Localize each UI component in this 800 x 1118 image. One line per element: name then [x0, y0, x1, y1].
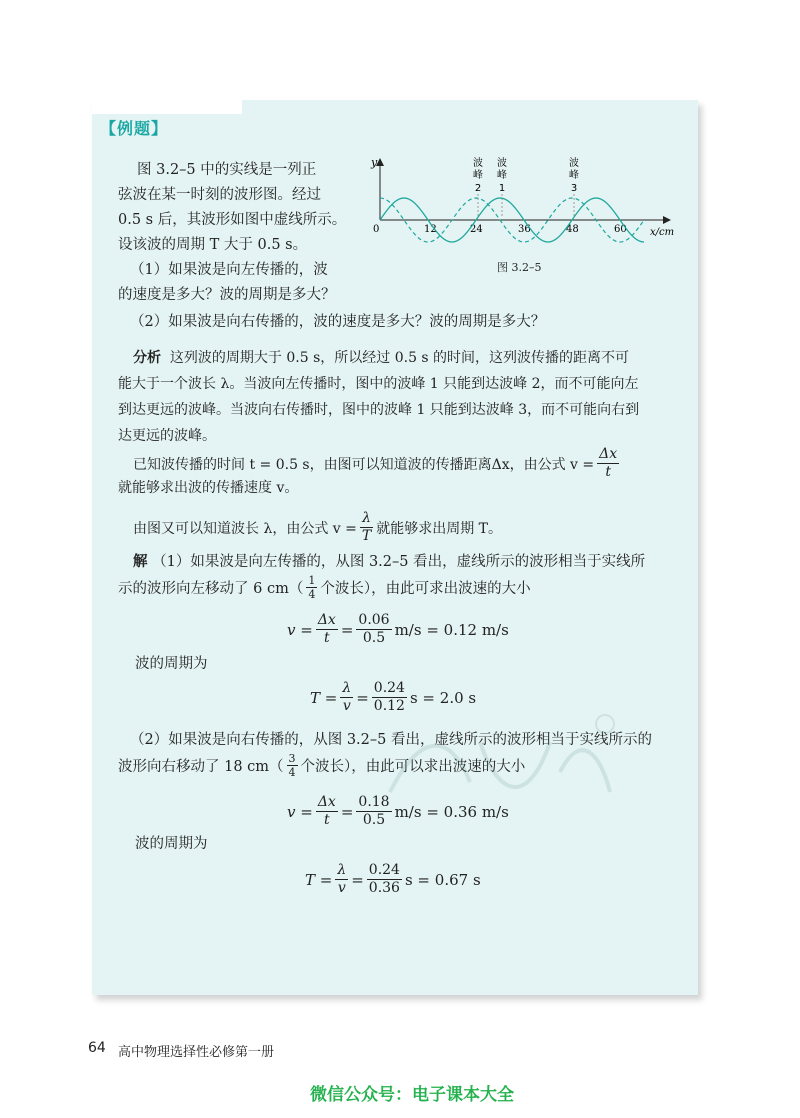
fraction-denominator: 4: [308, 588, 316, 601]
formula-frac-2: [356, 612, 391, 647]
formula-velocity-left: [287, 612, 509, 647]
fraction-numerator: λ: [362, 510, 371, 526]
fraction-denominator: t: [324, 812, 330, 828]
tick-label: 12: [424, 224, 437, 235]
tick-label: 24: [470, 224, 483, 235]
formula-lhs: T =: [310, 688, 338, 707]
peak-1-label: 波: [497, 158, 507, 169]
peak-2-number: 2: [474, 183, 482, 194]
formula-lhs: v =: [287, 802, 313, 821]
fraction-denominator: t: [605, 464, 611, 480]
fraction-numerator: 3: [288, 752, 296, 765]
fraction-numerator: 0.24: [373, 680, 405, 696]
example-tag: 【例题】: [100, 119, 169, 138]
solution-line-2-pre: 示的波形向左移动了 6 cm（: [118, 581, 304, 597]
formula-frac-1: [335, 862, 348, 897]
peak-2-label: 峰: [473, 170, 483, 181]
solution-text: （1）如果波是向左传播的，从图 3.2–5 看出，虚线所示的波形相当于实线所: [152, 554, 646, 570]
analysis-line-3: 到达更远的波峰。当波向右传播时，图中的波峰 1 只能到达波峰 3，而不可能向右到: [118, 402, 640, 418]
peak-1-label: 峰: [497, 170, 507, 181]
analysis-label: 分析: [133, 350, 161, 366]
formula-eq: =: [351, 870, 364, 889]
lambda-over-T-fraction: [360, 510, 373, 545]
problem-line-6: 的速度是多大？波的周期是多大？: [118, 287, 336, 303]
formula-frac-1: [316, 794, 338, 829]
origin-label: 0: [373, 224, 380, 235]
solution-line-2-post: 个波长），由此可求出波速的大小: [320, 581, 531, 597]
solution-p2-line-2-pre: 波形向右移动了 18 cm（: [118, 759, 284, 775]
solution-p2-line-2-post: 个波长），由此可以求出波速的大小: [300, 759, 526, 775]
fraction-denominator: 0.5: [362, 630, 386, 646]
analysis-para2-text: 已知波传播的时间 t = 0.5 s，由图可以知道波的传播距离Δx，由公式 v =: [133, 456, 595, 473]
delta-x-over-t-fraction: [597, 446, 619, 481]
fraction-denominator: 0.36: [368, 880, 400, 896]
fraction-numerator: Δx: [317, 794, 336, 810]
peak-3-label: 峰: [569, 170, 579, 181]
problem-line-2: 弦波在某一时刻的波形图。经过: [118, 187, 321, 203]
formula-frac-2: [372, 680, 407, 715]
analysis-text: 这列波的周期大于 0.5 s，所以经过 0.5 s 的时间，这列波传播的距离不可: [169, 350, 630, 366]
analysis-para2-line2: 就能够求出波的传播速度 v。: [118, 480, 299, 496]
tick-label: 48: [566, 224, 579, 235]
fraction-numerator: 1: [308, 574, 316, 587]
quarter-fraction: [306, 574, 317, 601]
peak-1-number: 1: [498, 183, 506, 194]
x-axis-label: x/cm: [650, 227, 675, 238]
formula-tail: s = 2.0 s: [409, 688, 477, 707]
fraction-numerator: 0.18: [358, 794, 390, 810]
analysis-line-2: 能大于一个波长 λ。当波向左传播时，图中的波峰 1 只能到达波峰 2，而不可能向左: [118, 376, 639, 392]
analysis-line-1: [133, 346, 629, 370]
formula-eq: =: [340, 802, 354, 821]
analysis-para3: [133, 510, 502, 545]
peak-2-label: 波: [473, 158, 483, 169]
y-axis-label: y: [371, 156, 378, 169]
three-quarters-fraction: [287, 752, 298, 779]
formula-frac-2: [367, 862, 402, 897]
wechat-watermark: 微信公众号：电子课本大全: [310, 1085, 514, 1105]
formula-eq: =: [356, 688, 369, 707]
fraction-numerator: Δx: [599, 446, 618, 462]
formula-tail: m/s = 0.12 m/s: [394, 620, 509, 639]
problem-line-5: （1）如果波是向左传播的，波: [130, 262, 328, 278]
problem-line-7: （2）如果波是向右传播的，波的速度是多大？波的周期是多大？: [130, 314, 546, 330]
x-axis-arrow: [663, 216, 671, 224]
tick-label: 36: [518, 224, 531, 235]
period-label-1: 波的周期为: [135, 656, 208, 672]
fraction-denominator: v: [342, 698, 351, 714]
fraction-numerator: λ: [337, 862, 347, 878]
analysis-para3-pre: 由图又可以知道波长 λ，由公式 v =: [133, 520, 357, 537]
fraction-denominator: v: [337, 880, 346, 896]
fraction-denominator: t: [324, 630, 330, 646]
solution-line-1: [133, 550, 645, 574]
fraction-denominator: T: [361, 528, 372, 544]
formula-frac-1: [340, 680, 353, 715]
fraction-numerator: 0.06: [358, 612, 390, 628]
problem-line-1: 图 3.2–5 中的实线是一列正: [137, 162, 317, 178]
peak-3-label: 波: [569, 158, 579, 169]
solution-line-2: [118, 574, 531, 601]
formula-lhs: v =: [287, 620, 313, 639]
publisher-watermark: [380, 712, 620, 812]
formula-period-right: [305, 862, 481, 897]
book-title: 高中物理选择性必修第一册: [118, 1045, 275, 1060]
formula-tail: m/s = 0.36 m/s: [394, 802, 509, 821]
problem-line-3: 0.5 s 后，其波形如图中虚线所示。: [118, 212, 347, 228]
formula-tail: s = 0.67 s: [404, 870, 481, 889]
peak-3-number: 3: [570, 183, 578, 194]
tick-label: 60: [614, 224, 627, 235]
problem-line-4: 设该波的周期 T 大于 0.5 s。: [118, 237, 308, 253]
period-label-2: 波的周期为: [135, 836, 208, 852]
figure-caption: 图 3.2–5: [497, 261, 542, 274]
fraction-numerator: 0.24: [368, 862, 400, 878]
panel-notch: [92, 100, 242, 114]
fraction-numerator: Δx: [317, 612, 336, 628]
fraction-denominator: 0.5: [362, 812, 386, 828]
formula-lhs: T =: [305, 870, 333, 889]
fraction-numerator: λ: [342, 680, 352, 696]
fraction-denominator: 0.12: [373, 698, 405, 714]
analysis-line-4: 达更远的波峰。: [118, 428, 216, 444]
formula-period-left: [310, 680, 476, 715]
formula-frac-1: [316, 612, 338, 647]
solution-p2-line-1: （2）如果波是向右传播的，从图 3.2–5 看出，虚线所示的波形相当于实线所示的: [130, 732, 652, 748]
fraction-denominator: 4: [288, 766, 296, 779]
analysis-para3-post: 就能够求出周期 T。: [376, 520, 503, 537]
formula-eq: =: [340, 620, 354, 639]
page-number: 64: [88, 1040, 106, 1056]
solution-label: 解: [133, 554, 148, 570]
